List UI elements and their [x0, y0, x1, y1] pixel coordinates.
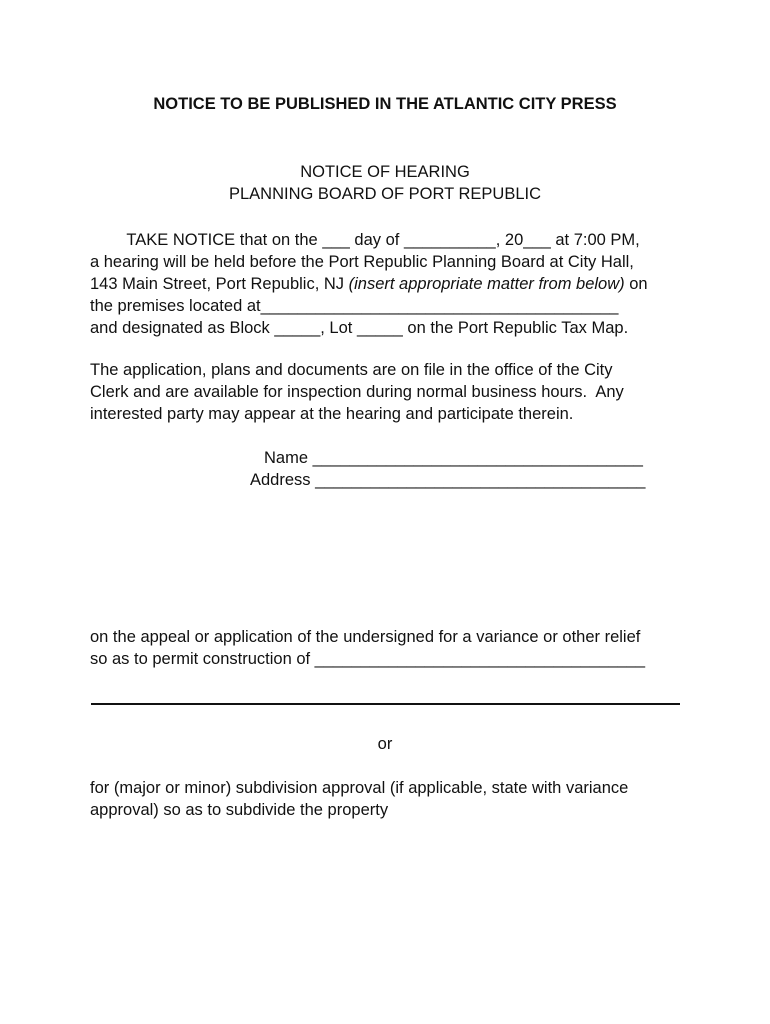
construction-line: so as to permit construction of ____________________________________: [90, 650, 646, 668]
notice-line-3-end: on: [624, 275, 648, 293]
appeal-line-1: on the appeal or application of the undersigned for a variance or other relief: [90, 628, 641, 646]
planning-board-title: PLANNING BOARD OF PORT REPUBLIC: [228, 185, 542, 203]
notice-address-text: 143 Main Street, Port Republic, NJ: [90, 275, 349, 293]
hearing-title: NOTICE OF HEARING: [300, 163, 470, 181]
name-field: Name ____________________________________: [264, 449, 643, 467]
block-lot-line: and designated as Block _____, Lot _____ on the Port Republic Tax Map.: [90, 319, 629, 337]
application-line-3: interested party may appear at the hearing and participate therein.: [90, 405, 574, 423]
or-separator: or: [377, 735, 393, 753]
application-line-2: Clerk and are available for inspection during normal business hours. Any: [90, 383, 624, 401]
notice-line-3: [90, 273, 648, 295]
notice-line-1: TAKE NOTICE that on the ___ day of __________, 20___ at 7:00 PM,: [90, 231, 640, 249]
address-field: Address ____________________________________: [250, 471, 646, 489]
subdivision-line-2: approval) so as to subdivide the property: [90, 801, 389, 819]
application-line-1: The application, plans and documents are on file in the office of the City: [90, 361, 613, 379]
premises-line: the premises located at_______________________________________: [90, 297, 619, 315]
insert-matter-instruction: (insert appropriate matter from below): [348, 275, 625, 293]
subdivision-line-1: for (major or minor) subdivision approval (if applicable, state with variance: [90, 779, 629, 797]
document-heading: NOTICE TO BE PUBLISHED IN THE ATLANTIC CITY PRESS: [153, 95, 617, 113]
divider-rule: [91, 703, 680, 705]
notice-line-2: a hearing will be held before the Port Republic Planning Board at City Hall,: [90, 253, 634, 271]
